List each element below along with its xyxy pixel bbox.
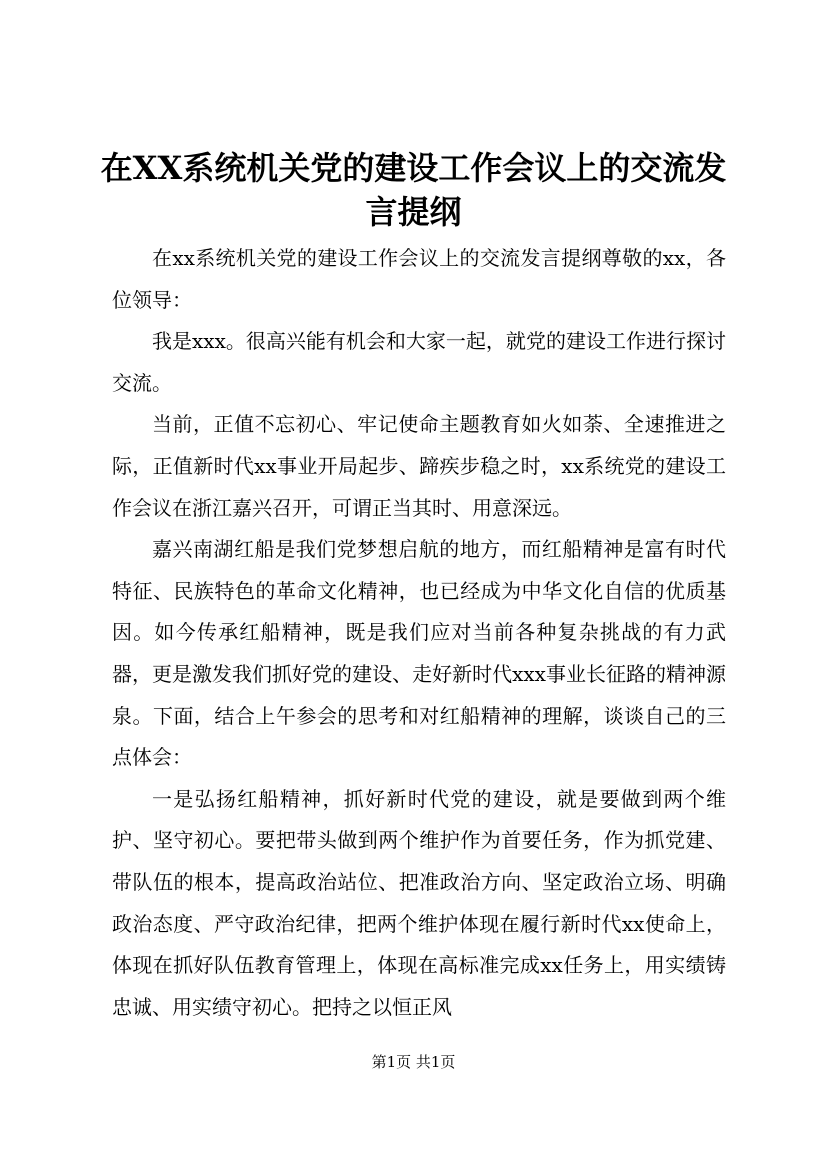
paragraph-point-one: 一是弘扬红船精神，抓好新时代党的建设，就是要做到两个维护、坚守初心。要把带头做到两个维护作为首要任务，作为抓党建、带队伍的根本，提高政治站位、把准政治方向、坚定政治立场、明确政治态度、严守政治纪律，把两个维护体现在履行新时代xx使命上，体现在抓好队伍教育管理上，体现在高标准完成xx任务上，用实绩铸忠诚、用实绩守初心。把持之以恒正风 — [112, 786, 726, 1019]
paragraph-salutation: 在xx系统机关党的建设工作会议上的交流发言提纲尊敬的xx，各位领导： — [112, 246, 726, 312]
paragraph-red-boat-spirit: 嘉兴南湖红船是我们党梦想启航的地方，而红船精神是富有时代特征、民族特色的革命文化精神，也已经成为中华文化自信的优质基因。如今传承红船精神，既是我们应对当前各种复杂挑战的有力武器，更是激发我们抓好党的建设、走好新时代xxx事业长征路的精神源泉。下面，结合上午参会的思考和对红船精神的理解，谈谈自己的三点体会： — [112, 537, 726, 770]
paragraph-intro: 我是xxx。很高兴能有机会和大家一起，就党的建设工作进行探讨交流。 — [112, 329, 726, 395]
page-footer: 第1页 共1页 — [371, 1053, 456, 1071]
document-title: 在XX系统机关党的建设工作会议上的交流发言提纲 — [100, 149, 727, 231]
paragraph-context: 当前，正值不忘初心、牢记使命主题教育如火如荼、全速推进之际，正值新时代xx事业开局起步、蹄疾步稳之时，xx系统党的建设工作会议在浙江嘉兴召开，可谓正当其时、用意深远。 — [112, 412, 726, 520]
document-body — [112, 238, 726, 1028]
